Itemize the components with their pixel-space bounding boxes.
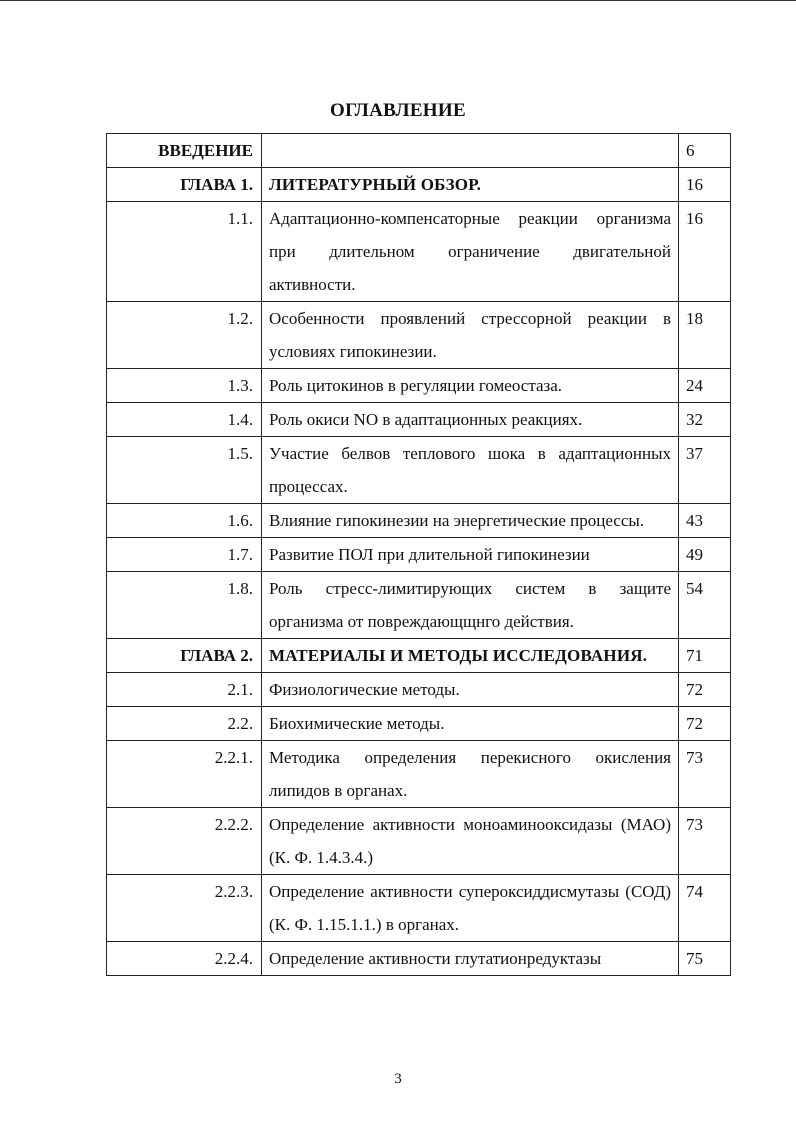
- toc-page-number: 71: [679, 639, 731, 673]
- toc-section-title: Методика определения перекисного окисления липидов в органах.: [262, 741, 679, 808]
- toc-page-number: 73: [679, 741, 731, 808]
- toc-section-number: 1.2.: [107, 302, 262, 369]
- toc-section-title: Особенности проявлений стрессорной реакции в условиях гипокинезии.: [262, 302, 679, 369]
- toc-row-1-3: [107, 369, 731, 403]
- toc-section-number: 2.2.2.: [107, 808, 262, 875]
- toc-section-title: Роль стресс-лимитирующих систем в защите организма от повреждающщнго действия.: [262, 572, 679, 639]
- toc-page-number: 16: [679, 168, 731, 202]
- toc-page-number: 49: [679, 538, 731, 572]
- toc-section-number: 1.7.: [107, 538, 262, 572]
- toc-section-number: 2.2.4.: [107, 942, 262, 976]
- toc-page-number: 72: [679, 707, 731, 741]
- toc-section-number: ВВЕДЕНИЕ: [107, 134, 262, 168]
- toc-section-number: 1.6.: [107, 504, 262, 538]
- toc-section-number: 1.1.: [107, 202, 262, 302]
- toc-page-number: 24: [679, 369, 731, 403]
- toc-page-number: 18: [679, 302, 731, 369]
- toc-section-title: Влияние гипокинезии на энергетические процессы.: [262, 504, 679, 538]
- toc-section-title: МАТЕРИАЛЫ И МЕТОДЫ ИССЛЕДОВАНИЯ.: [262, 639, 679, 673]
- toc-row-2-2-2: [107, 808, 731, 875]
- page-top-edge: [0, 0, 796, 1]
- toc-section-title: Роль цитокинов в регуляции гомеостаза.: [262, 369, 679, 403]
- toc-page-number: 43: [679, 504, 731, 538]
- toc-section-number: 2.1.: [107, 673, 262, 707]
- toc-page-number: 74: [679, 875, 731, 942]
- toc-row-1-8: [107, 572, 731, 639]
- toc-section-number: 2.2.: [107, 707, 262, 741]
- toc-section-title: Определение активности глутатионредуктазы: [262, 942, 679, 976]
- toc-section-number: 2.2.1.: [107, 741, 262, 808]
- toc-row-1-5: [107, 437, 731, 504]
- toc-row-2-2-4: [107, 942, 731, 976]
- toc-row-1-6: [107, 504, 731, 538]
- toc-section-number: 1.8.: [107, 572, 262, 639]
- toc-row-introduction: [107, 134, 731, 168]
- toc-section-title: Адаптационно-компенсаторные реакции организма при длительном ограничение двигательной активности.: [262, 202, 679, 302]
- toc-page-number: 54: [679, 572, 731, 639]
- toc-page-number: 16: [679, 202, 731, 302]
- toc-section-title: [262, 134, 679, 168]
- toc-row-2-2-1: [107, 741, 731, 808]
- toc-section-title: Физиологические методы.: [262, 673, 679, 707]
- toc-page-number: 6: [679, 134, 731, 168]
- toc-row-chapter-1: [107, 168, 731, 202]
- toc-row-2-1: [107, 673, 731, 707]
- toc-page-number: 73: [679, 808, 731, 875]
- toc-page-number: 72: [679, 673, 731, 707]
- toc-section-title: Биохимические методы.: [262, 707, 679, 741]
- toc-section-number: 1.3.: [107, 369, 262, 403]
- toc-row-2-2-3: [107, 875, 731, 942]
- toc-section-title: Определение активности супероксиддисмутазы (СОД) (К. Ф. 1.15.1.1.) в органах.: [262, 875, 679, 942]
- toc-section-title: Роль окиси NO в адаптационных реакциях.: [262, 403, 679, 437]
- toc-section-number: 2.2.3.: [107, 875, 262, 942]
- toc-page-number: 37: [679, 437, 731, 504]
- toc-section-title: Развитие ПОЛ при длительной гипокинезии: [262, 538, 679, 572]
- toc-section-title: Определение активности моноаминооксидазы (МАО) (К. Ф. 1.4.3.4.): [262, 808, 679, 875]
- toc-section-number: ГЛАВА 2.: [107, 639, 262, 673]
- toc-row-1-2: [107, 302, 731, 369]
- toc-row-1-7: [107, 538, 731, 572]
- toc-page-number: 32: [679, 403, 731, 437]
- toc-row-2-2: [107, 707, 731, 741]
- page-title: ОГЛАВЛЕНИЕ: [330, 100, 466, 121]
- toc-row-1-4: [107, 403, 731, 437]
- table-of-contents: [106, 133, 731, 976]
- toc-page-number: 75: [679, 942, 731, 976]
- toc-section-number: 1.4.: [107, 403, 262, 437]
- toc-section-title: ЛИТЕРАТУРНЫЙ ОБЗОР.: [262, 168, 679, 202]
- toc-row-1-1: [107, 202, 731, 302]
- toc-section-number: 1.5.: [107, 437, 262, 504]
- toc-section-title: Участие белвов теплового шока в адаптационных процессах.: [262, 437, 679, 504]
- toc-section-number: ГЛАВА 1.: [107, 168, 262, 202]
- page-number: 3: [394, 1071, 402, 1087]
- toc-row-chapter-2: [107, 639, 731, 673]
